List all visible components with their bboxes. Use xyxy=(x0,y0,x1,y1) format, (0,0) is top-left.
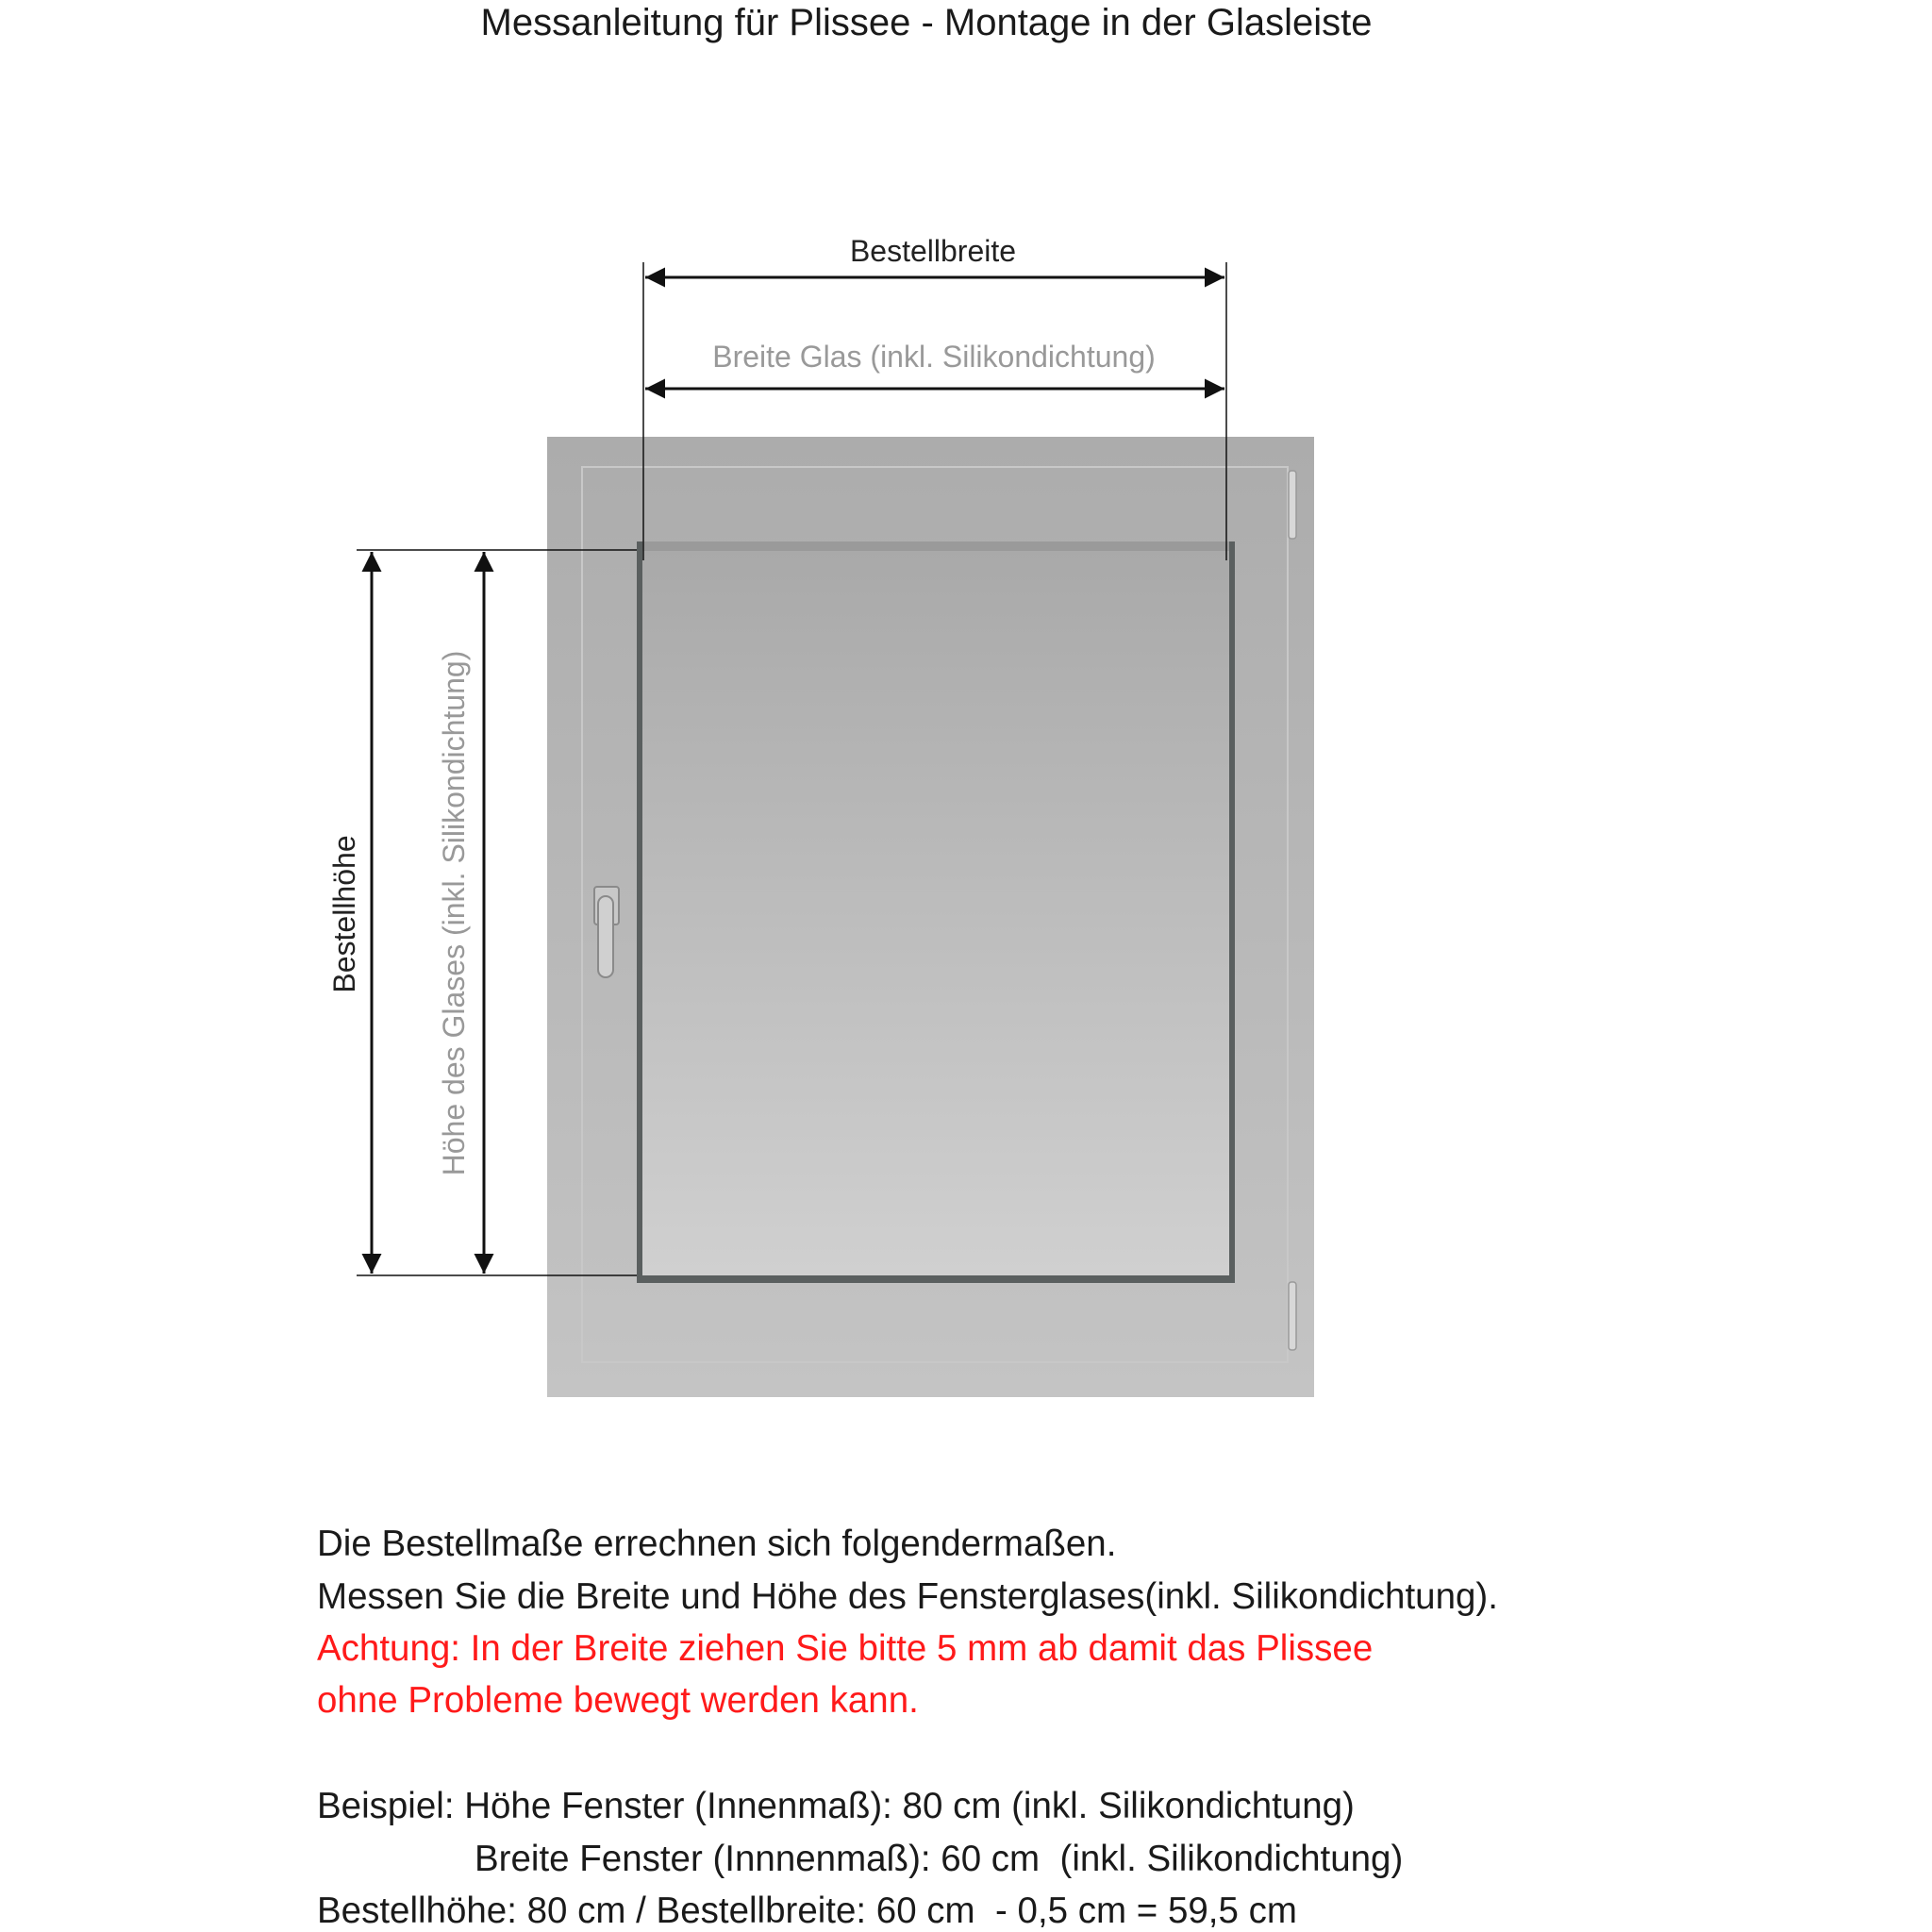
warning-line: Achtung: In der Breite ziehen Sie bitte 5 mm ab damit das Plissee xyxy=(317,1628,1374,1669)
order-width-label: Bestellbreite xyxy=(849,234,1017,268)
instruction-line: Die Bestellmaße errechnen sich folgendermaßen. xyxy=(317,1524,1117,1564)
window-glass xyxy=(637,541,1235,1283)
instruction-line: Messen Sie die Breite und Höhe des Fensterglases(inkl. Silikondichtung). xyxy=(317,1576,1498,1617)
page-title: Messanleitung für Plissee - Montage in der Glasleiste xyxy=(480,2,1373,43)
example-line: Beispiel: Höhe Fenster (Innenmaß): 80 cm (inkl. Silikondichtung) xyxy=(317,1786,1355,1826)
warning-line: ohne Probleme bewegt werden kann. xyxy=(317,1680,919,1721)
example-result-line: Bestellhöhe: 80 cm / Bestellbreite: 60 cm - 0,5 cm = 59,5 cm xyxy=(317,1890,1297,1931)
example-line: Breite Fenster (Innnenmaß): 60 cm (inkl. Silikondichtung) xyxy=(475,1839,1404,1879)
glass-width-label: Breite Glas (inkl. Silikondichtung) xyxy=(712,340,1156,374)
order-height-label: Bestellhöhe xyxy=(327,835,361,993)
glass-height-label: Höhe des Glases (inkl. Silikondichtung) xyxy=(437,650,471,1176)
